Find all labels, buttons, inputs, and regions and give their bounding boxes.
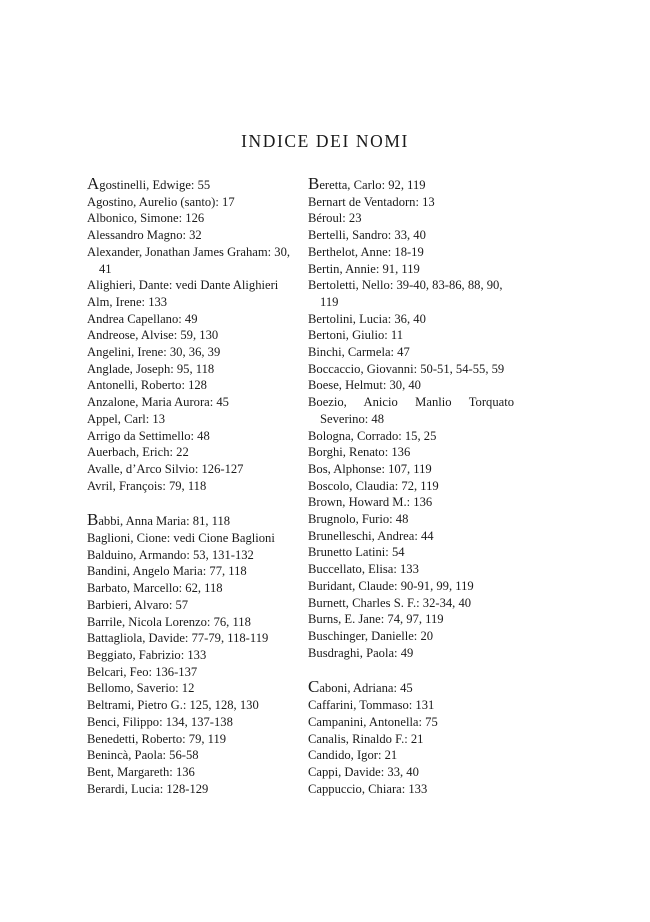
index-letter-group <box>87 511 297 797</box>
index-entry: Arrigo da Settimello: 48 <box>87 428 210 443</box>
index-entry: Alm, Irene: 133 <box>87 294 168 309</box>
index-entry: Buschinger, Danielle: 20 <box>308 628 434 643</box>
index-entry <box>87 511 297 530</box>
index-letter-group <box>308 175 514 661</box>
index-entry: Alighieri, Dante: vedi Dante Alighieri <box>87 278 279 293</box>
index-entry: Belcari, Feo: 136-137 <box>87 664 198 679</box>
index-entry: Bologna, Corrado: 15, 25 <box>308 428 437 443</box>
index-entry: Albonico, Simone: 126 <box>87 211 205 226</box>
index-column-left <box>87 175 297 797</box>
index-entry: Burnett, Charles S. F.: 32-34, 40 <box>308 595 472 610</box>
index-entry: Benedetti, Roberto: 79, 119 <box>87 731 227 746</box>
index-entry: Buridant, Claude: 90-91, 99, 119 <box>308 578 474 593</box>
index-entry: Bertoletti, Nello: 39-40, 83-86, 88, 90, 119 <box>308 278 503 309</box>
index-entry: Benci, Filippo: 134, 137-138 <box>87 714 233 729</box>
index-entry: Cappi, Davide: 33, 40 <box>308 764 419 779</box>
group-initial-letter: B <box>87 510 99 530</box>
index-entry: Busdraghi, Paola: 49 <box>308 645 414 660</box>
index-entry: Borghi, Renato: 136 <box>308 445 411 460</box>
index-entry: Barbato, Marcello: 62, 118 <box>87 581 223 596</box>
index-entry: Binchi, Carmela: 47 <box>308 345 410 360</box>
index-entry: Battagliola, Davide: 77-79, 118-119 <box>87 631 269 646</box>
index-entry: Brunetto Latini: 54 <box>308 545 405 560</box>
index-entry: Buccellato, Elisa: 133 <box>308 562 419 577</box>
index-entry <box>308 678 514 697</box>
index-entry: Bertoni, Giulio: 11 <box>308 328 404 343</box>
index-entry: Campanini, Antonella: 75 <box>308 714 438 729</box>
index-entry: Bertolini, Lucia: 36, 40 <box>308 311 426 326</box>
index-entry: Boese, Helmut: 30, 40 <box>308 378 421 393</box>
index-letter-group <box>87 175 297 494</box>
index-entry: Berardi, Lucia: 128-129 <box>87 781 209 796</box>
index-entry: Barbieri, Alvaro: 57 <box>87 597 189 612</box>
index-entry: Boccaccio, Giovanni: 50-51, 54-55, 59 <box>308 361 505 376</box>
index-entry: Baglioni, Cione: vedi Cione Baglioni <box>87 531 275 546</box>
index-entry: Alexander, Jonathan James Graham: 30, 41 <box>87 244 291 276</box>
index-entry: Bellomo, Saverio: 12 <box>87 681 195 696</box>
index-entry: Appel, Carl: 13 <box>87 411 165 426</box>
index-entry: Béroul: 23 <box>308 211 362 226</box>
index-entry: Boscolo, Claudia: 72, 119 <box>308 478 439 493</box>
index-entry: Bertelli, Sandro: 33, 40 <box>308 228 426 243</box>
page-title: INDICE DEI NOMI <box>241 131 409 151</box>
index-entry: Angelini, Irene: 30, 36, 39 <box>87 345 221 360</box>
index-entry: Avalle, d’Arco Silvio: 126-127 <box>87 461 244 476</box>
index-entry: Brunelleschi, Andrea: 44 <box>308 528 434 543</box>
index-entry: Brown, Howard M.: 136 <box>308 495 433 510</box>
entry-text: eretta, Carlo: 92, 119 <box>319 178 426 192</box>
index-entry: Bos, Alphonse: 107, 119 <box>308 461 432 476</box>
index-entry: Canalis, Rinaldo F.: 21 <box>308 731 424 746</box>
index-entry: Beggiato, Fabrizio: 133 <box>87 647 207 662</box>
index-entry: Bent, Margareth: 136 <box>87 764 195 779</box>
index-entry <box>87 175 297 194</box>
index-entry: Candido, Igor: 21 <box>308 748 398 763</box>
index-entry: Brugnolo, Furio: 48 <box>308 512 409 527</box>
entry-text: aboni, Adriana: 45 <box>319 681 413 696</box>
group-initial-letter: B <box>308 174 320 193</box>
index-entry: Avril, François: 79, 118 <box>87 478 207 493</box>
index-entry: Anglade, Joseph: 95, 118 <box>87 361 215 376</box>
index-entry: Auerbach, Erich: 22 <box>87 445 189 460</box>
index-entry: Bertin, Annie: 91, 119 <box>308 261 420 276</box>
group-initial-letter: A <box>87 174 100 193</box>
index-entry: Alessandro Magno: 32 <box>87 228 202 243</box>
group-initial-letter: C <box>308 677 320 697</box>
index-entry: Benincà, Paola: 56-58 <box>87 748 199 763</box>
index-entry: Cappuccio, Chiara: 133 <box>308 781 428 796</box>
index-column-right <box>308 175 514 797</box>
index-entry: Berthelot, Anne: 18-19 <box>308 244 424 259</box>
index-entry: Andreose, Alvise: 59, 130 <box>87 328 219 343</box>
index-entry: Caffarini, Tommaso: 131 <box>308 698 435 713</box>
index-entry: Bernart de Ventadorn: 13 <box>308 194 435 209</box>
index-letter-group <box>308 678 514 797</box>
index-entry <box>308 175 514 194</box>
index-entry: Anzalone, Maria Aurora: 45 <box>87 395 229 410</box>
index-entry: Agostino, Aurelio (santo): 17 <box>87 194 235 209</box>
index-entry: Boezio, Anicio Manlio Torquato Severino: 48 <box>308 395 514 426</box>
index-entry: Bandini, Angelo Maria: 77, 118 <box>87 564 247 579</box>
entry-text: abbi, Anna Maria: 81, 118 <box>98 514 231 529</box>
index-entry: Balduino, Armando: 53, 131-132 <box>87 547 254 562</box>
index-entry: Antonelli, Roberto: 128 <box>87 378 207 393</box>
entry-text: gostinelli, Edwige: 55 <box>99 178 211 192</box>
index-entry: Beltrami, Pietro G.: 125, 128, 130 <box>87 698 259 713</box>
index-entry: Barrile, Nicola Lorenzo: 76, 118 <box>87 614 251 629</box>
index-entry: Burns, E. Jane: 74, 97, 119 <box>308 612 444 627</box>
index-entry: Andrea Capellano: 49 <box>87 311 198 326</box>
